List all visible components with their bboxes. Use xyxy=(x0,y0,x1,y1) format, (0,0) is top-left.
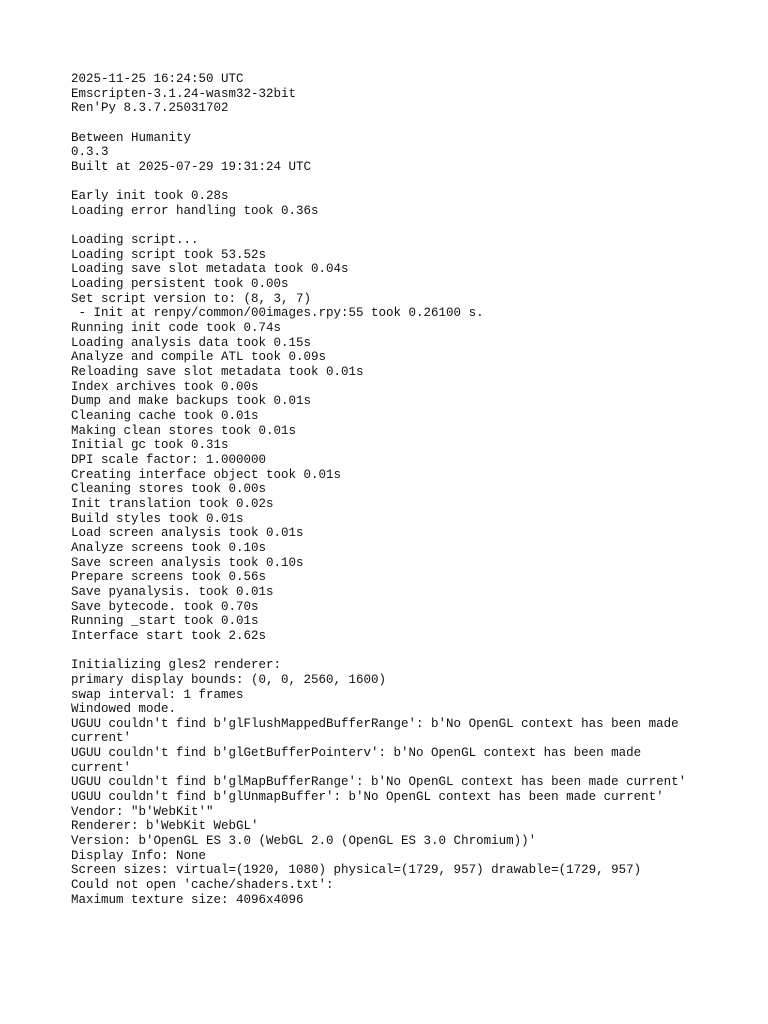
log-line: Between Humanity xyxy=(71,130,192,145)
log-line: Dump and make backups took 0.01s xyxy=(71,394,312,409)
log-line: UGUU couldn't find b'glGetBufferPointerv': b'No OpenGL context has been made xyxy=(71,746,642,761)
log-line: Cleaning stores took 0.00s xyxy=(71,482,267,497)
log-line: Display Info: None xyxy=(71,848,207,863)
log-line: Renderer: b'WebKit WebGL' xyxy=(71,819,259,834)
log-line xyxy=(71,175,751,190)
log-line: Save bytecode. took 0.70s xyxy=(71,599,259,614)
log-line: Save screen analysis took 0.10s xyxy=(71,555,304,570)
log-line: DPI scale factor: 1.000000 xyxy=(71,453,267,468)
log-line: Maximum texture size: 4096x4096 xyxy=(71,892,304,907)
log-line: Built at 2025-07-29 19:31:24 UTC xyxy=(71,159,312,174)
log-line xyxy=(71,644,751,659)
log-line: Set script version to: (8, 3, 7) xyxy=(71,291,312,306)
log-line: Could not open 'cache/shaders.txt': xyxy=(71,878,334,893)
log-line: swap interval: 1 frames xyxy=(71,687,244,702)
log-line: UGUU couldn't find b'glMapBufferRange': b'No OpenGL context has been made current' xyxy=(71,775,687,790)
log-line: Reloading save slot metadata took 0.01s xyxy=(71,365,364,380)
log-line: Version: b'OpenGL ES 3.0 (WebGL 2.0 (OpenGL ES 3.0 Chromium))' xyxy=(71,834,537,849)
log-line: Running _start took 0.01s xyxy=(71,614,259,629)
log-line: Running init code took 0.74s xyxy=(71,321,282,336)
log-line: Prepare screens took 0.56s xyxy=(71,570,267,585)
log-line: Loading persistent took 0.00s xyxy=(71,277,289,292)
log-line: Index archives took 0.00s xyxy=(71,379,259,394)
log-line: Init translation took 0.02s xyxy=(71,496,274,511)
log-line: Loading analysis data took 0.15s xyxy=(71,335,312,350)
log-line: - Init at renpy/common/00images.rpy:55 took 0.26100 s. xyxy=(71,306,484,321)
log-line xyxy=(71,116,751,131)
log-line: Vendor: "b'WebKit'" xyxy=(71,804,214,819)
log-line: Build styles took 0.01s xyxy=(71,511,244,526)
log-line: primary display bounds: (0, 0, 2560, 1600) xyxy=(71,672,387,687)
log-line: Emscripten-3.1.24-wasm32-32bit xyxy=(71,86,297,101)
log-line: current' xyxy=(71,731,132,746)
log-line: Screen sizes: virtual=(1920, 1080) physical=(1729, 957) drawable=(1729, 957) xyxy=(71,863,642,878)
log-line: UGUU couldn't find b'glFlushMappedBufferRange': b'No OpenGL context has been made xyxy=(71,716,679,731)
log-line: UGUU couldn't find b'glUnmapBuffer': b'No OpenGL context has been made current' xyxy=(71,790,664,805)
log-line: Cleaning cache took 0.01s xyxy=(71,409,259,424)
log-line: Analyze screens took 0.10s xyxy=(71,540,267,555)
log-line: current' xyxy=(71,760,132,775)
log-line: Save pyanalysis. took 0.01s xyxy=(71,584,274,599)
log-line: Initial gc took 0.31s xyxy=(71,438,229,453)
log-line: Loading script took 53.52s xyxy=(71,247,267,262)
log-line: Making clean stores took 0.01s xyxy=(71,423,297,438)
log-line: Windowed mode. xyxy=(71,702,177,717)
log-line: 0.3.3 xyxy=(71,145,109,160)
log-output xyxy=(71,72,751,907)
log-line: Load screen analysis took 0.01s xyxy=(71,526,304,541)
log-line: Loading script... xyxy=(71,233,199,248)
log-line: Analyze and compile ATL took 0.09s xyxy=(71,350,327,365)
log-line: 2025-11-25 16:24:50 UTC xyxy=(71,72,244,86)
log-line: Interface start took 2.62s xyxy=(71,628,267,643)
log-line: Loading error handling took 0.36s xyxy=(71,203,319,218)
log-line: Loading save slot metadata took 0.04s xyxy=(71,262,349,277)
log-line: Creating interface object took 0.01s xyxy=(71,467,342,482)
log-line: Ren'Py 8.3.7.25031702 xyxy=(71,101,229,116)
log-line: Initializing gles2 renderer: xyxy=(71,658,282,673)
log-line xyxy=(71,219,751,234)
log-line: Early init took 0.28s xyxy=(71,189,229,204)
